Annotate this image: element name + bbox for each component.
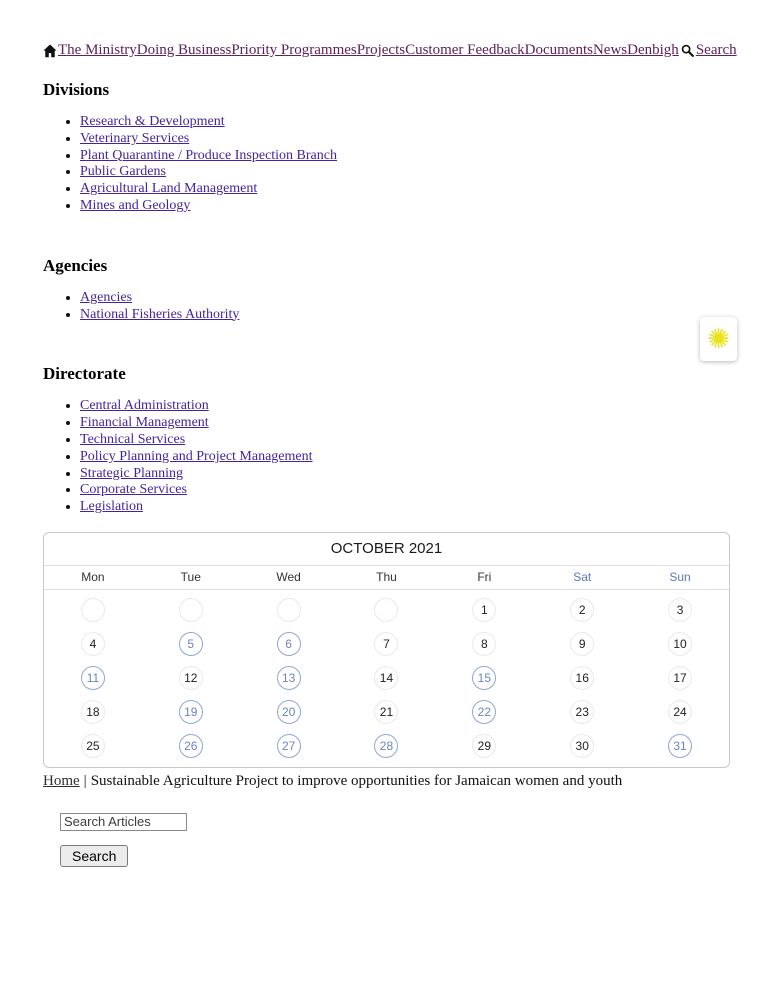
list-item: [80, 181, 730, 198]
calendar-day-headers: [44, 566, 729, 590]
calendar-day-link[interactable]: 11: [81, 666, 105, 690]
nav-link[interactable]: Doing Business: [136, 42, 232, 58]
section-link[interactable]: Legislation: [80, 499, 143, 515]
calendar-day-link[interactable]: 28: [374, 734, 398, 758]
home-icon-glyph: [43, 44, 57, 58]
nav-links: [58, 42, 679, 59]
section-link[interactable]: National Fisheries Authority: [80, 306, 240, 322]
calendar-day-cell: [338, 661, 436, 695]
calendar-empty-day: [179, 598, 203, 622]
calendar-day-cell: [240, 593, 338, 627]
calendar-day-cell: [631, 729, 729, 763]
calendar-title: OCTOBER 2021: [44, 533, 729, 566]
calendar-day-cell: [435, 661, 533, 695]
calendar-day: 9: [570, 632, 594, 656]
list-item: [80, 290, 730, 307]
calendar-day-header: Tue: [180, 569, 201, 584]
calendar-day-link[interactable]: 22: [472, 700, 496, 724]
calendar-day-cell: [533, 661, 631, 695]
section-link-list: [43, 398, 730, 516]
calendar-day-cell: [533, 593, 631, 627]
section-link[interactable]: Research & Development: [80, 114, 225, 129]
section-heading: Divisions: [43, 80, 110, 99]
calendar-day-cell: [240, 729, 338, 763]
calendar-day: 29: [472, 734, 496, 758]
calendar-day: 24: [668, 700, 692, 724]
starburst-icon: ✺: [707, 323, 730, 354]
calendar-day: 10: [668, 632, 692, 656]
nav-link[interactable]: Priority Programmes: [231, 42, 357, 58]
nav-search-label: Search: [695, 42, 737, 58]
calendar-day-cell: [142, 729, 240, 763]
breadcrumb-separator: |: [83, 772, 87, 789]
breadcrumb-home-link[interactable]: Home: [43, 772, 80, 789]
calendar-day: 2: [570, 598, 594, 622]
list-item: [80, 398, 730, 415]
section-link[interactable]: Public Gardens: [80, 164, 166, 180]
calendar-day-link[interactable]: 26: [179, 734, 203, 758]
home-icon[interactable]: [43, 44, 57, 58]
nav-search-link[interactable]: [681, 42, 737, 59]
section-heading: Directorate: [43, 364, 126, 384]
section-link[interactable]: Plant Quarantine / Produce Inspection Branch: [80, 147, 337, 163]
calendar-day: 8: [472, 632, 496, 656]
list-item: [80, 466, 730, 483]
calendar-day-header: Thu: [376, 569, 397, 584]
section: [43, 80, 730, 215]
sections: [43, 80, 730, 516]
calendar-day: 3: [668, 598, 692, 622]
calendar-day: 18: [81, 700, 105, 724]
section-link[interactable]: Corporate Services: [80, 482, 187, 498]
calendar-day-link[interactable]: 15: [472, 666, 496, 690]
search-articles-button[interactable]: Search: [60, 845, 128, 867]
list-item: [80, 131, 730, 148]
calendar-day-header: Sat: [573, 569, 592, 584]
search-articles-input[interactable]: [60, 813, 187, 831]
calendar-day-link[interactable]: 27: [277, 734, 301, 758]
calendar-day-link[interactable]: 5: [179, 632, 203, 656]
calendar-day-cell: [338, 627, 436, 661]
calendar-day: 21: [374, 700, 398, 724]
calendar-day-cell: [631, 593, 729, 627]
list-item: [80, 307, 730, 324]
calendar-day-link[interactable]: 20: [277, 700, 301, 724]
calendar-day-header: Mon: [81, 569, 105, 584]
calendar-day-cell: [435, 627, 533, 661]
calendar-day-cell: [631, 627, 729, 661]
section-link[interactable]: Policy Planning and Project Management: [80, 448, 313, 464]
list-item: [80, 164, 730, 181]
calendar-day-link[interactable]: 19: [179, 700, 203, 724]
breadcrumb-page-title: Sustainable Agriculture Project to improve opportunities for Jamaican women and youth: [90, 772, 623, 789]
calendar-day-cell: [44, 593, 142, 627]
section-link[interactable]: Veterinary Services: [80, 130, 190, 146]
list-item: [80, 449, 730, 466]
calendar-day-cell: [338, 593, 436, 627]
nav-link[interactable]: Documents: [524, 42, 593, 58]
calendar-empty-day: [277, 598, 301, 622]
calendar-day-cell: [435, 593, 533, 627]
nav-link[interactable]: The Ministry: [58, 42, 137, 58]
section-link[interactable]: Agricultural Land Management: [80, 181, 258, 197]
calendar-empty-day: [81, 598, 105, 622]
section-link[interactable]: Strategic Planning: [80, 465, 184, 481]
calendar-day-cell: [240, 695, 338, 729]
section-heading: Agencies: [43, 255, 108, 275]
calendar-day-cell: [533, 729, 631, 763]
calendar-day-cell: [44, 627, 142, 661]
list-item: [80, 148, 730, 165]
section-link[interactable]: Agencies: [80, 289, 133, 305]
calendar-day-cell: [338, 695, 436, 729]
calendar-day-header: Fri: [477, 569, 492, 584]
nav-link[interactable]: Denbigh: [627, 42, 679, 58]
list-item: [80, 482, 730, 499]
list-item: [80, 415, 730, 432]
calendar-day-cell: [533, 695, 631, 729]
calendar-day-cell: [142, 695, 240, 729]
calendar-day: 14: [374, 666, 398, 690]
accessibility-widget-button[interactable]: [700, 317, 737, 361]
section-link-list: [43, 290, 730, 324]
list-item: [80, 432, 730, 449]
calendar-day-header: Sun: [669, 569, 691, 584]
calendar-day-link[interactable]: 13: [277, 666, 301, 690]
calendar-day: 30: [570, 734, 594, 758]
calendar-day-cell: [142, 627, 240, 661]
calendar: [43, 532, 730, 768]
calendar-day-cell: [435, 695, 533, 729]
calendar-day-cell: [142, 661, 240, 695]
article-search: [60, 813, 730, 867]
calendar-day-cell: [44, 695, 142, 729]
section-link[interactable]: Financial Management: [80, 415, 209, 431]
calendar-day-cell: [533, 627, 631, 661]
calendar-day: 4: [81, 632, 105, 656]
nav-link[interactable]: News: [592, 42, 628, 58]
calendar-day: 17: [668, 666, 692, 690]
calendar-day-link[interactable]: 6: [277, 632, 301, 656]
calendar-grid: [44, 590, 729, 767]
section: [43, 364, 730, 516]
section-link[interactable]: Central Administration: [80, 398, 209, 414]
section-link[interactable]: Mines and Geology: [80, 197, 191, 213]
nav-link[interactable]: Projects: [356, 42, 406, 58]
calendar-day-cell: [631, 661, 729, 695]
calendar-day-header: Wed: [276, 569, 301, 584]
list-item: [80, 499, 730, 516]
list-item: [80, 114, 730, 131]
calendar-empty-day: [374, 598, 398, 622]
calendar-day: 12: [179, 666, 203, 690]
breadcrumb: [43, 773, 730, 790]
calendar-day-link[interactable]: 31: [668, 734, 692, 758]
calendar-day-cell: [44, 729, 142, 763]
calendar-day-cell: [240, 661, 338, 695]
section-link[interactable]: Technical Services: [80, 431, 186, 447]
search-icon: [681, 44, 694, 57]
list-item: [80, 198, 730, 215]
calendar-day: 7: [374, 632, 398, 656]
calendar-day: 23: [570, 700, 594, 724]
calendar-day-cell: [240, 627, 338, 661]
top-nav: [43, 42, 737, 59]
calendar-day-cell: [338, 729, 436, 763]
section: [43, 256, 730, 324]
calendar-day-cell: [44, 661, 142, 695]
section-link-list: [43, 114, 730, 215]
nav-link[interactable]: Customer Feedback: [405, 42, 525, 58]
calendar-day-cell: [435, 729, 533, 763]
calendar-day-cell: [142, 593, 240, 627]
calendar-day-cell: [631, 695, 729, 729]
calendar-day: 16: [570, 666, 594, 690]
calendar-day: 25: [81, 734, 105, 758]
calendar-day: 1: [472, 598, 496, 622]
